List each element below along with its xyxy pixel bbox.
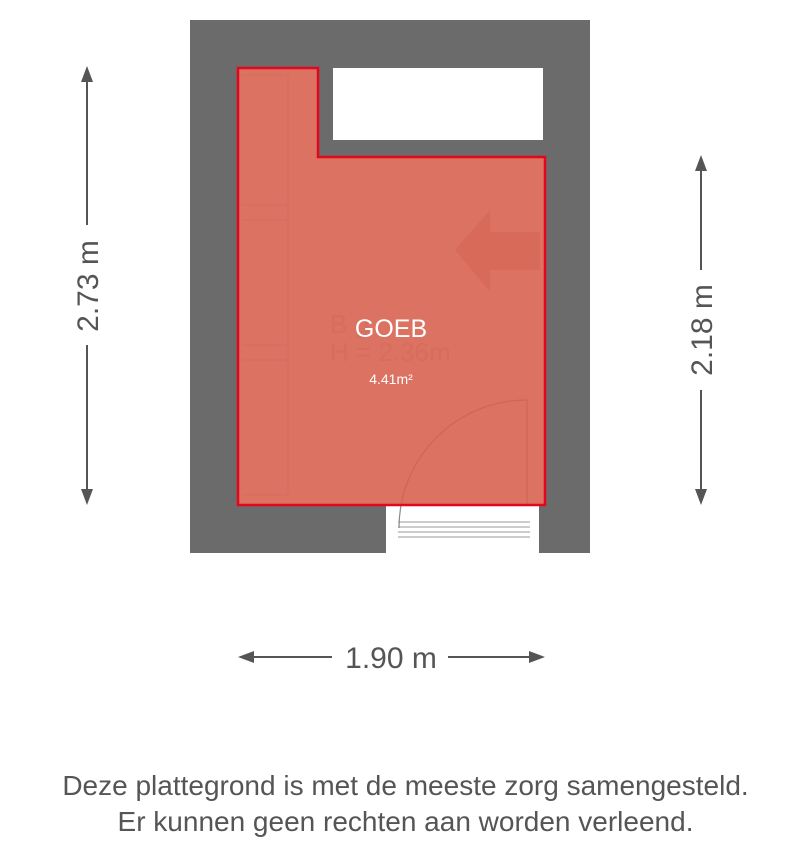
disclaimer	[0, 768, 811, 840]
door-opening	[386, 505, 539, 553]
dimension-right-label: 2.18 m	[686, 284, 719, 376]
dimension-bottom-label: 1.90 m	[345, 642, 437, 675]
window-opening	[333, 68, 543, 140]
room-name: GOEB	[354, 315, 428, 343]
disclaimer-line-2: Er kunnen geen rechten aan worden verleend.	[117, 806, 694, 837]
disclaimer-line-1: Deze plattegrond is met de meeste zorg samengesteld.	[62, 770, 749, 801]
dimension-left-label: 2.73 m	[72, 240, 105, 332]
room-area: 4.41m²	[369, 371, 413, 387]
